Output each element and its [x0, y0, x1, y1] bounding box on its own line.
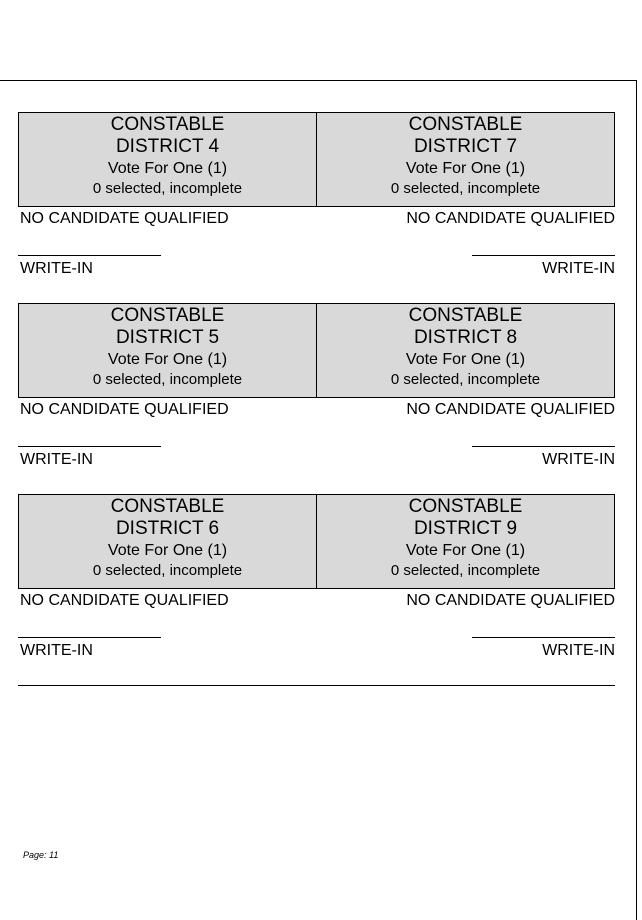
- race-selection-status: 0 selected, incomplete: [92, 371, 243, 388]
- race-header-left: [19, 304, 316, 397]
- no-candidate-qualified-option[interactable]: NO CANDIDATE QUALIFIED: [406, 401, 615, 418]
- no-candidate-qualified-option[interactable]: NO CANDIDATE QUALIFIED: [20, 592, 229, 609]
- race-office-title: CONSTABLE: [110, 305, 225, 326]
- write-in-label: WRITE-IN: [542, 260, 615, 277]
- race-row: [18, 303, 615, 494]
- race-options-left: [18, 207, 316, 277]
- race-header-right: [316, 113, 614, 206]
- race-office-title: CONSTABLE: [110, 114, 225, 135]
- race-vote-for: Vote For One (1): [405, 160, 526, 177]
- write-in-line[interactable]: [472, 255, 615, 256]
- write-in-line[interactable]: [18, 637, 161, 638]
- no-candidate-qualified-option[interactable]: NO CANDIDATE QUALIFIED: [406, 592, 615, 609]
- race-header-row: [18, 494, 615, 589]
- ballot-races: [18, 112, 615, 685]
- race-vote-for: Vote For One (1): [405, 542, 526, 559]
- write-in-label: WRITE-IN: [542, 642, 615, 659]
- race-options-left: [18, 589, 316, 659]
- race-header-row: [18, 112, 615, 207]
- race-district: DISTRICT 8: [413, 327, 518, 348]
- race-vote-for: Vote For One (1): [107, 542, 228, 559]
- write-in-line[interactable]: [18, 255, 161, 256]
- race-options-right: [317, 207, 615, 277]
- race-district: DISTRICT 4: [115, 136, 220, 157]
- race-row: [18, 494, 615, 685]
- race-district: DISTRICT 7: [413, 136, 518, 157]
- write-in-label: WRITE-IN: [20, 642, 93, 659]
- race-row: [18, 112, 615, 303]
- write-in-line[interactable]: [472, 446, 615, 447]
- race-options-right: [317, 398, 615, 468]
- no-candidate-qualified-option[interactable]: NO CANDIDATE QUALIFIED: [406, 210, 615, 227]
- race-header-row: [18, 303, 615, 398]
- race-district: DISTRICT 5: [115, 327, 220, 348]
- race-header-right: [316, 304, 614, 397]
- race-vote-for: Vote For One (1): [107, 351, 228, 368]
- write-in-line[interactable]: [18, 446, 161, 447]
- race-header-left: [19, 495, 316, 588]
- race-vote-for: Vote For One (1): [107, 160, 228, 177]
- race-selection-status: 0 selected, incomplete: [390, 371, 541, 388]
- race-office-title: CONSTABLE: [408, 305, 523, 326]
- race-vote-for: Vote For One (1): [405, 351, 526, 368]
- page-number: Page: 11: [23, 850, 59, 860]
- race-options-left: [18, 398, 316, 468]
- write-in-line[interactable]: [472, 637, 615, 638]
- race-header-left: [19, 113, 316, 206]
- section-end-rule: [18, 685, 615, 686]
- no-candidate-qualified-option[interactable]: NO CANDIDATE QUALIFIED: [20, 210, 229, 227]
- write-in-label: WRITE-IN: [20, 260, 93, 277]
- race-district: DISTRICT 6: [115, 518, 220, 539]
- race-office-title: CONSTABLE: [110, 496, 225, 517]
- race-selection-status: 0 selected, incomplete: [92, 180, 243, 197]
- race-header-right: [316, 495, 614, 588]
- race-office-title: CONSTABLE: [408, 114, 523, 135]
- race-selection-status: 0 selected, incomplete: [390, 562, 541, 579]
- race-options-right: [317, 589, 615, 659]
- race-office-title: CONSTABLE: [408, 496, 523, 517]
- race-selection-status: 0 selected, incomplete: [92, 562, 243, 579]
- race-selection-status: 0 selected, incomplete: [390, 180, 541, 197]
- race-district: DISTRICT 9: [413, 518, 518, 539]
- write-in-label: WRITE-IN: [20, 451, 93, 468]
- write-in-label: WRITE-IN: [542, 451, 615, 468]
- no-candidate-qualified-option[interactable]: NO CANDIDATE QUALIFIED: [20, 401, 229, 418]
